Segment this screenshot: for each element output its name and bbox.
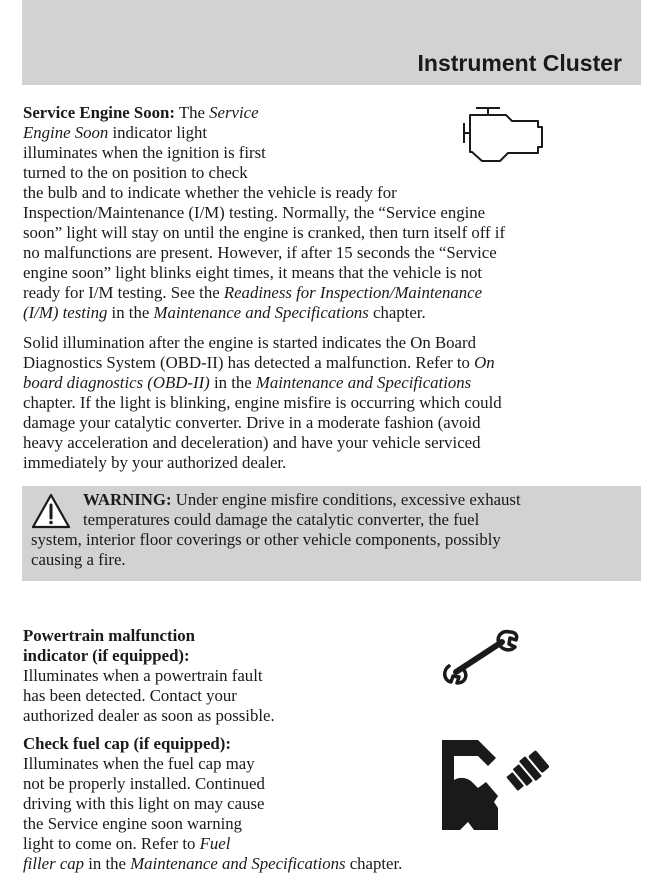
warning-text: WARNING: Under engine misfire conditions, excessive exhaust temperatures could damage the catalytic converter, the fuel system, interior floor coverings or other vehicle components, possibly causing a fire. bbox=[31, 490, 521, 569]
fuel-cap-heading: Check fuel cap (if equipped): bbox=[23, 734, 231, 753]
warning-label: WARNING: bbox=[83, 490, 172, 509]
fuel-cap-icon bbox=[438, 736, 556, 834]
powertrain-heading: Powertrain malfunction bbox=[23, 626, 195, 645]
check-engine-icon bbox=[458, 104, 548, 166]
service-engine-soon-paragraph: Service Engine Soon: The Service Engine Soon indicator light illuminates when the ignition is first turned to the on position to check the bulb and to indicate whether the vehicle is ready for Inspection/Maintenance (I/M) testing. Normally, the “Service engine soon” light will stay on until the engine is cranked, then turn itself off if no malfunctions are present. However, if after 15 seconds the “Service engine soon” light blinks eight times, it means that the vehicle is not ready for I/M testing. See the Readiness for Inspection/Maintenance (I/M) testing in the Maintenance and Specifications chapter. bbox=[23, 103, 506, 322]
wrench-icon bbox=[440, 628, 522, 686]
fuel-cap-paragraph: Check fuel cap (if equipped): Illuminates when the fuel cap may not be properly installed. Continued driving with this light on may cause the Service engine soon warning light to come on. Refer to Fuel filler cap in the Maintenance and Specifications chapter. bbox=[23, 734, 403, 873]
powertrain-paragraph: Powertrain malfunction indicator (if equipped): Illuminates when a powertrain fault has been detected. Contact your authorized dealer as soon as possible. bbox=[23, 626, 275, 725]
warning-box bbox=[22, 486, 641, 581]
page-title: Instrument Cluster bbox=[417, 50, 622, 76]
service-engine-soon-heading: Service Engine Soon: bbox=[23, 103, 175, 122]
solid-illumination-paragraph: Solid illumination after the engine is started indicates the On Board Diagnostics System (OBD-II) has detected a malfunction. Refer to On board diagnostics (OBD-II) in the Maintenance and Specifications chapter. If the light is blinking, engine misfire is occurring which could damage your catalytic converter. Drive in a moderate fashion (avoid heavy acceleration and deceleration) and have your vehicle serviced immediately by your authorized dealer. bbox=[23, 333, 502, 472]
page-header bbox=[22, 0, 641, 85]
